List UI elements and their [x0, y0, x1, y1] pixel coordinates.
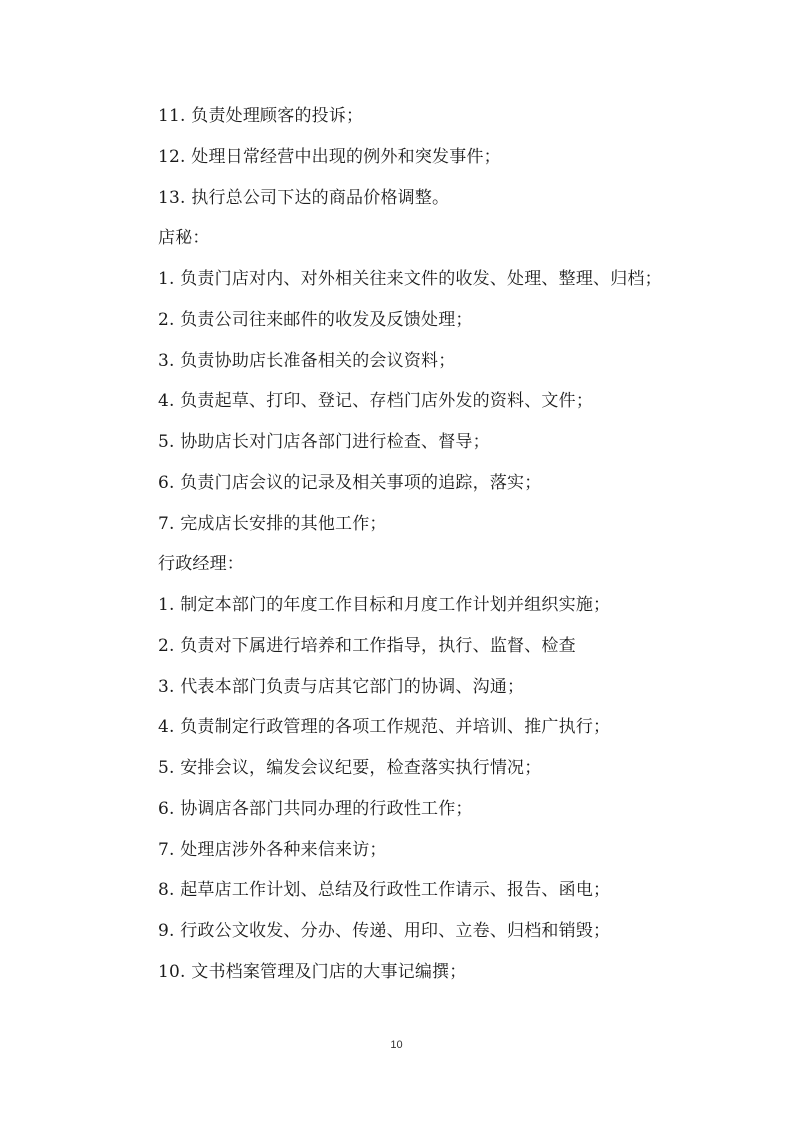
text-line: 2. 负责公司往来邮件的收发及反馈处理； [158, 309, 473, 330]
text-line: 6. 协调店各部门共同办理的行政性工作； [158, 798, 473, 819]
text-line: 1. 制定本部门的年度工作目标和月度工作计划并组织实施； [158, 595, 611, 615]
text-line: 13. 执行总公司下达的商品价格调整。 [158, 187, 450, 208]
section-heading-store-secretary: 店秘： [158, 228, 210, 249]
text-line: 8. 起草店工作计划、总结及行政性工作请示、报告、函电； [158, 880, 611, 901]
text-line: 2. 负责对下属进行培养和工作指导，执行、监督、检查 [158, 635, 576, 656]
text-line: 12. 处理日常经营中出现的例外和突发事件； [158, 146, 501, 167]
text-line: 7. 完成店长安排的其他工作； [158, 513, 387, 534]
text-line: 11. 负责处理顾客的投诉； [158, 106, 364, 126]
text-line: 4. 负责制定行政管理的各项工作规范、并培训、推广执行； [158, 717, 611, 738]
text-line: 5. 安排会议，编发会议纪要，检查落实执行情况； [158, 758, 542, 778]
text-line: 4. 负责起草、打印、登记、存档门店外发的资料、文件； [158, 391, 594, 412]
text-line: 7. 处理店涉外各种来信来访； [158, 839, 387, 860]
text-line: 10. 文书档案管理及门店的大事记编撰； [158, 961, 467, 982]
page-number: 10 [390, 1039, 403, 1051]
text-line: 1. 负责门店对内、对外相关往来文件的收发、处理、整理、归档； [158, 269, 662, 289]
document-body [158, 100, 758, 997]
section-heading-admin-manager: 行政经理： [158, 554, 244, 575]
text-line: 3. 负责协助店长准备相关的会议资料； [158, 350, 456, 371]
text-line: 9. 行政公文收发、分办、传递、用印、立卷、归档和销毁； [158, 921, 611, 941]
text-line: 6. 负责门店会议的记录及相关事项的追踪，落实； [158, 472, 542, 493]
text-line: 5. 协助店长对门店各部门进行检查、督导； [158, 432, 490, 452]
text-line: 3. 代表本部门负责与店其它部门的协调、沟通； [158, 676, 525, 697]
